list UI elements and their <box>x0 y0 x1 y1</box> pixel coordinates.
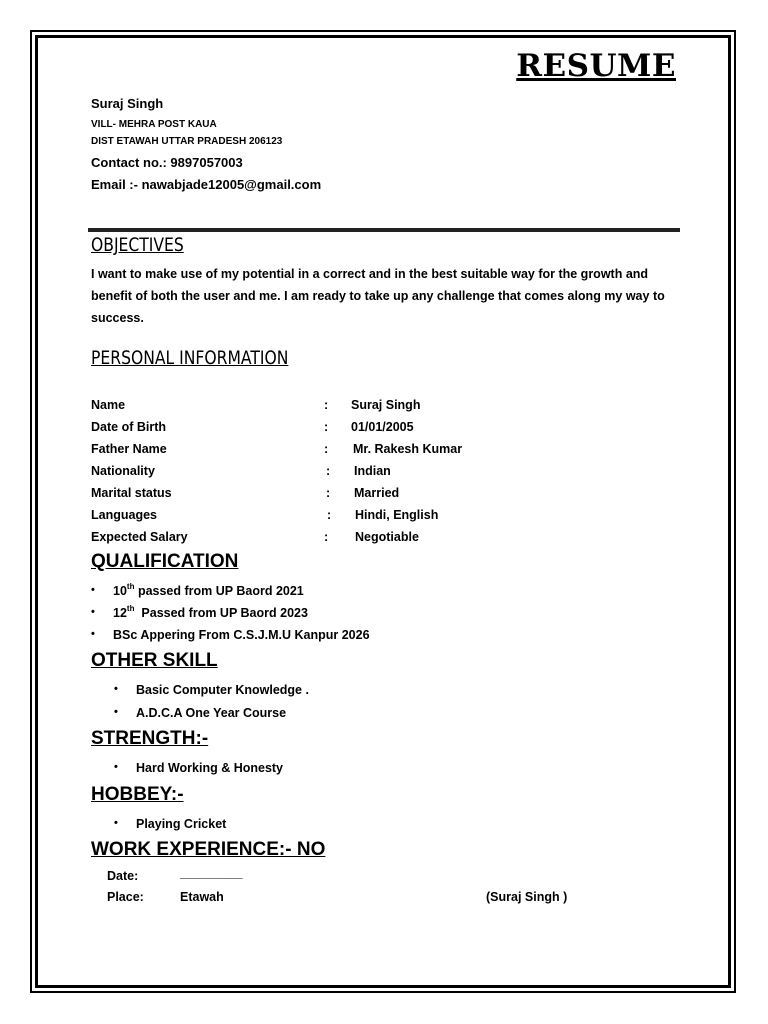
bullet-icon: • <box>91 584 95 596</box>
bullet-icon: • <box>114 817 118 829</box>
personal-info-value: Married <box>354 486 400 500</box>
candidate-name: Suraj Singh <box>91 96 164 111</box>
resume-title: RESUME <box>516 48 676 84</box>
contact-number: Contact no.: 9897057003 <box>91 155 243 170</box>
item-rest: passed from UP Baord 2021 <box>134 584 304 598</box>
list-item-text <box>113 584 304 598</box>
personal-info-row <box>91 420 591 440</box>
personal-info-value: Suraj Singh <box>351 398 421 412</box>
personal-info-value: 01/01/2005 <box>351 420 414 434</box>
place-value: Etawah <box>180 890 224 904</box>
personal-info-colon: : <box>327 508 332 522</box>
hobbey-heading: HOBBEY:- <box>91 784 184 805</box>
bullet-icon: • <box>91 628 95 640</box>
list-item-text: BSc Appering From C.S.J.M.U Kanpur 2026 <box>113 628 370 642</box>
personal-info-colon: : <box>324 442 329 456</box>
place-label: Place: <box>107 890 144 904</box>
ordinal-suffix: th <box>126 604 135 613</box>
personal-info-row <box>91 398 591 418</box>
personal-info-label: Father Name <box>91 442 167 456</box>
list-item-text: Hard Working & Honesty <box>136 761 284 775</box>
list-item <box>91 606 591 626</box>
date-value: _________ <box>180 866 243 880</box>
personal-info-label: Marital status <box>91 486 172 500</box>
personal-info-label: Date of Birth <box>91 420 166 434</box>
personal-info-label: Nationality <box>91 464 155 478</box>
personal-info-row <box>91 486 591 506</box>
personal-info-value: Hindi, English <box>355 508 439 522</box>
personal-info-value: Negotiable <box>355 530 419 544</box>
date-label: Date: <box>107 869 139 883</box>
bullet-icon: • <box>114 706 118 718</box>
personal-info-label: Expected Salary <box>91 530 188 544</box>
personal-info-row <box>91 464 591 484</box>
personal-info-colon: : <box>326 486 331 500</box>
list-item-text: Basic Computer Knowledge . <box>136 683 309 697</box>
list-item-text <box>113 606 308 620</box>
list-item-text: Playing Cricket <box>136 817 227 831</box>
bullet-icon: • <box>114 683 118 695</box>
item-number: 12 <box>113 606 127 620</box>
bullet-icon: • <box>114 761 118 773</box>
personal-info-row <box>91 508 591 528</box>
item-rest: Passed from UP Baord 2023 <box>134 606 308 620</box>
list-item <box>91 584 591 604</box>
list-item <box>114 706 514 726</box>
personal-info-colon: : <box>326 464 331 478</box>
other-skill-heading: OTHER SKILL <box>91 650 218 671</box>
header-divider <box>88 228 680 232</box>
strength-heading: STRENGTH:- <box>91 728 209 749</box>
ordinal-suffix: th <box>126 582 135 591</box>
qualification-heading: QUALIFICATION <box>91 551 239 572</box>
personal-info-row <box>91 530 591 550</box>
bullet-icon: • <box>91 606 95 618</box>
list-item-text: A.D.C.A One Year Course <box>136 706 287 720</box>
personal-info-label: Languages <box>91 508 157 522</box>
personal-info-colon: : <box>324 398 329 412</box>
personal-info-label: Name <box>91 398 126 412</box>
signature: (Suraj Singh ) <box>486 890 568 904</box>
list-item <box>91 628 591 648</box>
item-number: 10 <box>113 584 127 598</box>
list-item <box>114 817 514 837</box>
personal-info-value: Indian <box>354 464 391 478</box>
address-line-1: VILL- MEHRA POST KAUA <box>91 119 217 130</box>
objectives-heading: OBJECTIVES <box>91 234 184 256</box>
personal-info-colon: : <box>324 530 329 544</box>
address-line-2: DIST ETAWAH UTTAR PRADESH 206123 <box>91 136 283 147</box>
personal-info-heading: PERSONAL INFORMATION <box>91 347 289 369</box>
work-experience-heading: WORK EXPERIENCE:- NO <box>91 839 326 860</box>
email-address: Email :- nawabjade12005@gmail.com <box>91 177 322 192</box>
personal-info-row <box>91 442 591 462</box>
objectives-text: I want to make use of my potential in a correct and in the best suitable way for the growth and benefit of both the user and me. I am ready to take up any challenge that comes along my way to success. <box>91 267 665 325</box>
personal-info-value: Mr. Rakesh Kumar <box>353 442 463 456</box>
list-item <box>114 761 514 781</box>
list-item <box>114 683 514 703</box>
personal-info-colon: : <box>324 420 329 434</box>
